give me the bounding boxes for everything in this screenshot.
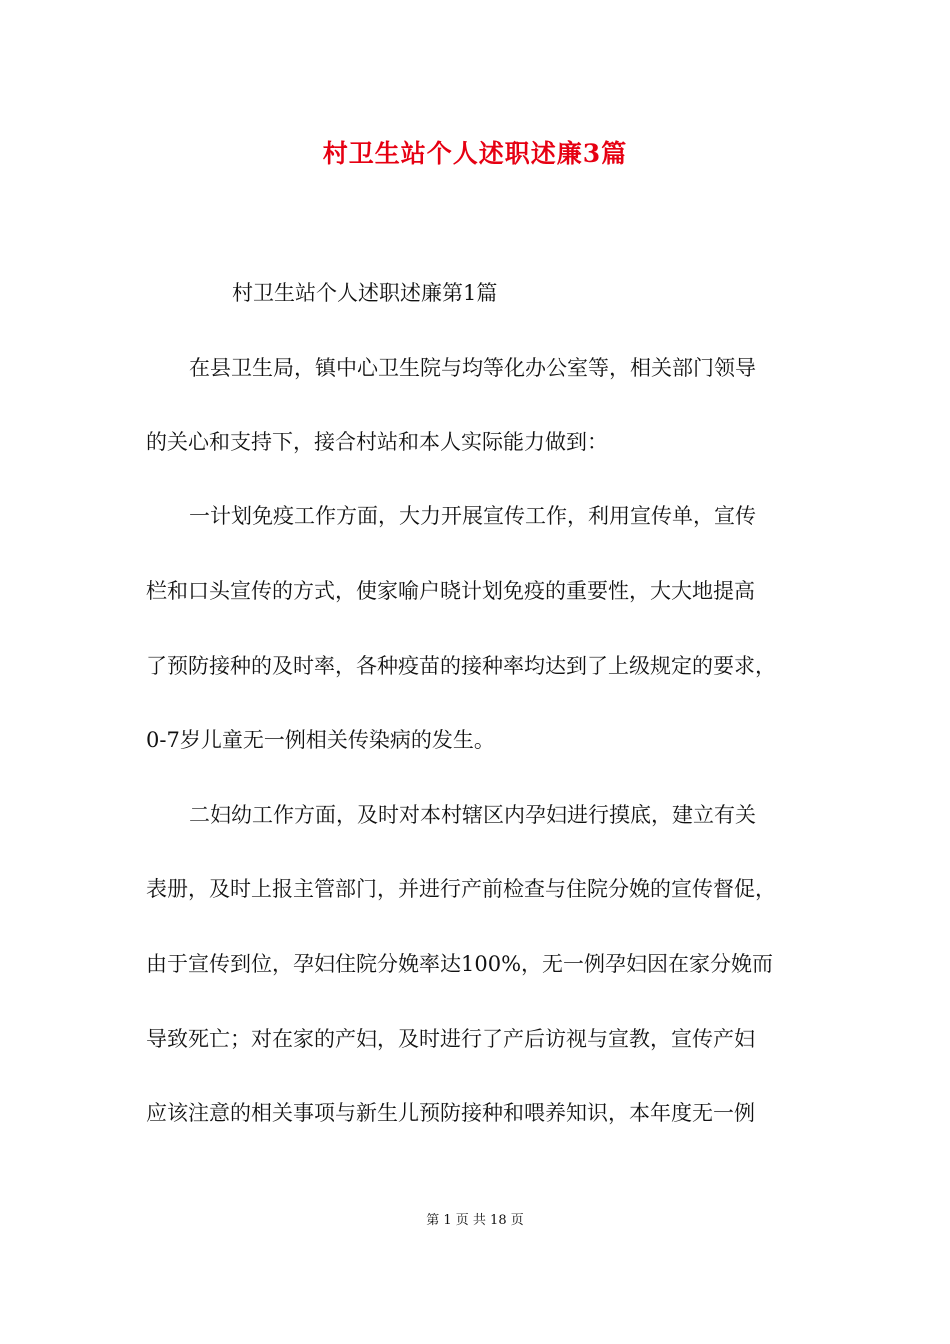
paragraph-line: 栏和口头宣传的方式，使家喻户晓计划免疫的重要性，大大地提高: [146, 579, 755, 603]
paragraph-line: 应该注意的相关事项与新生儿预防接种和喂养知识，本年度无一例: [146, 1101, 755, 1125]
paragraph-line: 一计划免疫工作方面，大力开展宣传工作，利用宣传单，宣传: [189, 504, 756, 528]
paragraph-line: 在县卫生局，镇中心卫生院与均等化办公室等，相关部门领导: [189, 356, 756, 380]
page-number-footer: 第 1 页 共 18 页: [426, 1213, 524, 1228]
document-title: 村卫生站个人述职述廉3篇: [322, 139, 628, 168]
paragraph-line: 二妇幼工作方面，及时对本村辖区内孕妇进行摸底，建立有关: [189, 803, 756, 827]
paragraph-line: 表册，及时上报主管部门，并进行产前检查与住院分娩的宣传督促，: [146, 877, 776, 901]
paragraph-line: 的关心和支持下，接合村站和本人实际能力做到：: [146, 430, 608, 454]
paragraph-line: 导致死亡；对在家的产妇，及时进行了产后访视与宣教，宣传产妇: [146, 1027, 755, 1051]
section-heading: 村卫生站个人述职述廉第1篇: [232, 281, 498, 305]
paragraph-line: 了预防接种的及时率，各种疫苗的接种率均达到了上级规定的要求，: [146, 654, 776, 678]
paragraph-line: 0-7岁儿童无一例相关传染病的发生。: [146, 728, 495, 752]
paragraph-line: 由于宣传到位，孕妇住院分娩率达100%，无一例孕妇因在家分娩而: [146, 952, 774, 976]
